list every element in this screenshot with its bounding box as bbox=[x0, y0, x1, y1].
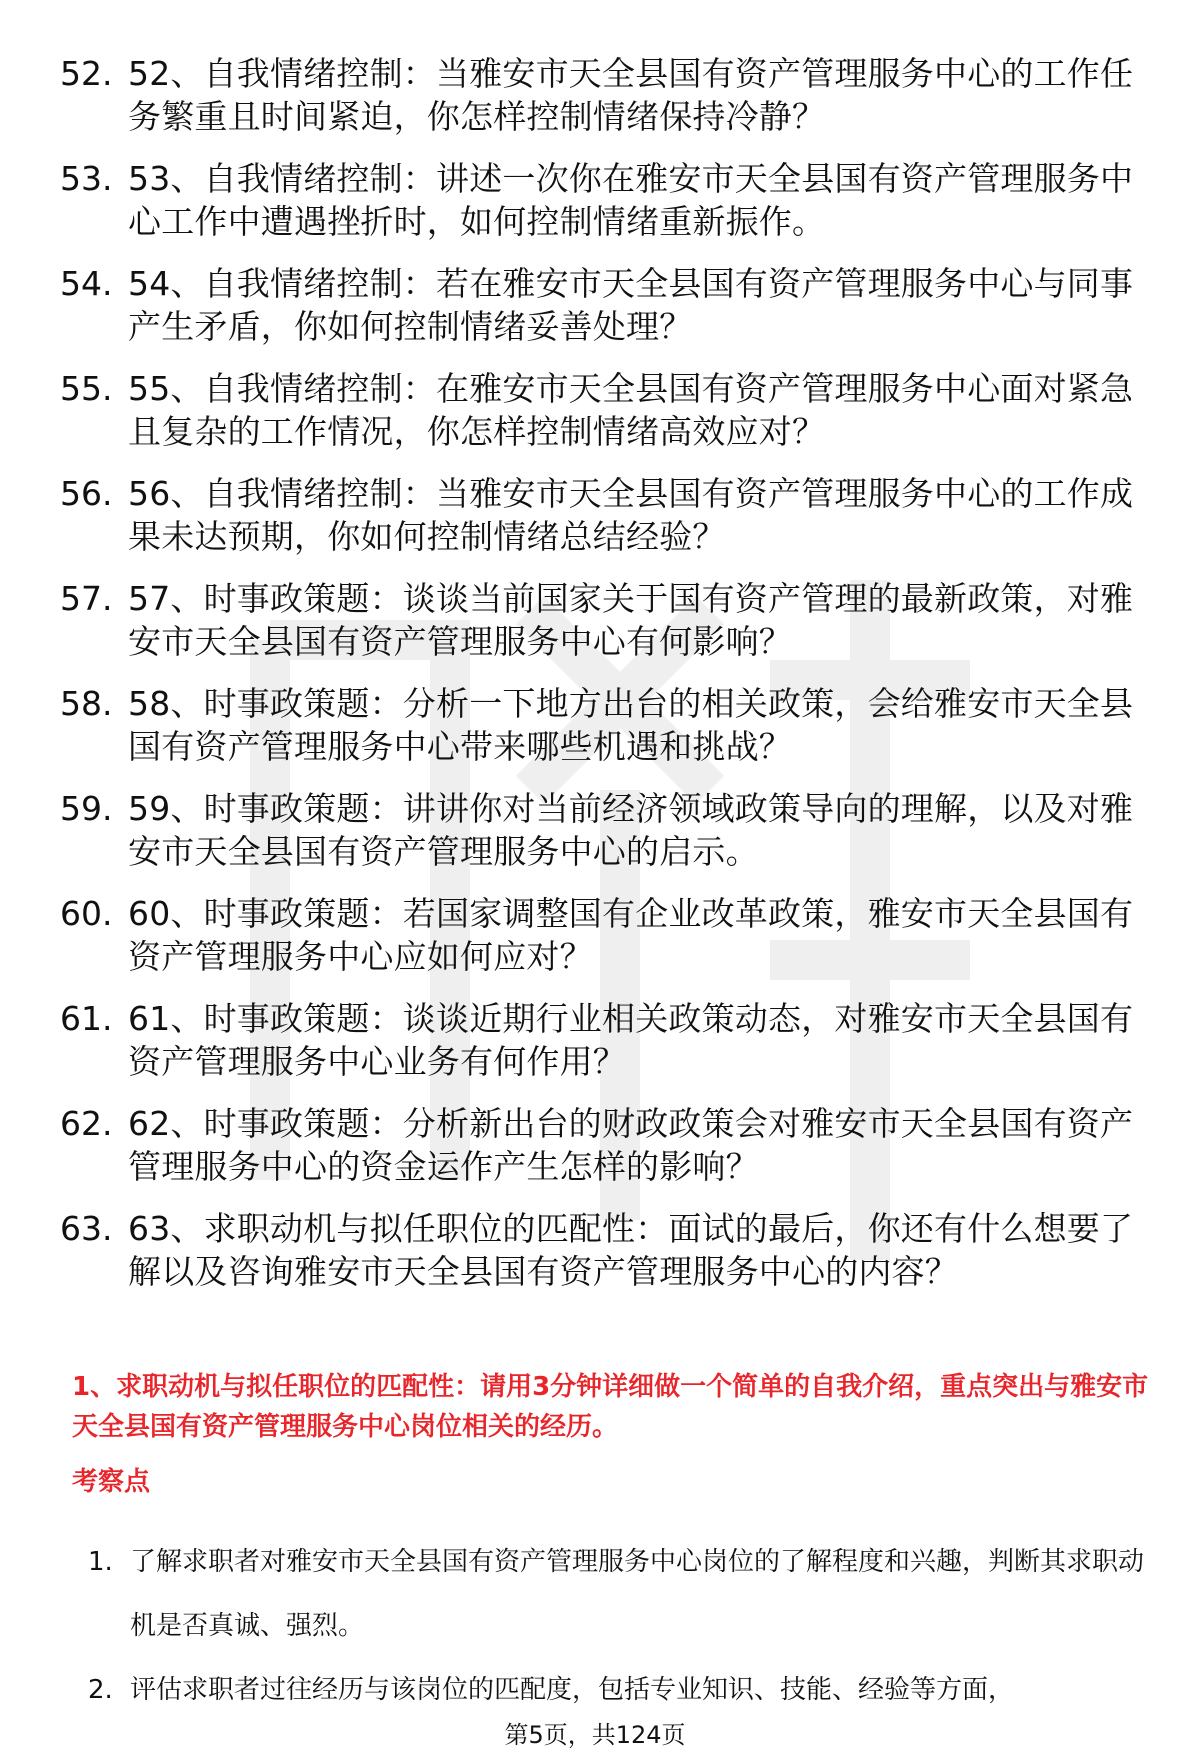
question-item bbox=[60, 1207, 1160, 1293]
assessment-point bbox=[88, 1530, 1160, 1658]
question-text: 59、时事政策题：讲讲你对当前经济领域政策导向的理解，以及对雅安市天全县国有资产管理服务中心的启示。 bbox=[128, 789, 1134, 871]
question-item bbox=[60, 472, 1160, 558]
question-item bbox=[60, 262, 1160, 348]
assessment-points-list bbox=[88, 1530, 1160, 1722]
question-item bbox=[60, 367, 1160, 453]
question-item bbox=[60, 787, 1160, 873]
question-number: 62. bbox=[60, 1104, 113, 1143]
point-text: 评估求职者过往经历与该岗位的匹配度，包括专业知识、技能、经验等方面， bbox=[130, 1675, 1015, 1705]
question-text: 54、自我情绪控制：若在雅安市天全县国有资产管理服务中心与同事产生矛盾，你如何控制情绪妥善处理？ bbox=[128, 264, 1134, 346]
question-number: 63. bbox=[60, 1209, 113, 1248]
question-text: 55、自我情绪控制：在雅安市天全县国有资产管理服务中心面对紧急且复杂的工作情况，你怎样控制情绪高效应对？ bbox=[128, 369, 1134, 451]
assessment-point bbox=[88, 1658, 1160, 1722]
point-number: 2. bbox=[88, 1675, 113, 1705]
question-number: 59. bbox=[60, 789, 113, 828]
question-number: 58. bbox=[60, 684, 113, 723]
question-item bbox=[60, 157, 1160, 243]
page-footer: 第5页，共124页 bbox=[504, 1721, 686, 1749]
question-item bbox=[60, 892, 1160, 978]
question-number: 52. bbox=[60, 54, 113, 93]
question-item bbox=[60, 682, 1160, 768]
assessment-points-title: 考察点 bbox=[72, 1467, 151, 1497]
question-number: 57. bbox=[60, 579, 113, 618]
question-item bbox=[60, 997, 1160, 1083]
question-number: 55. bbox=[60, 369, 113, 408]
question-number: 60. bbox=[60, 894, 113, 933]
question-text: 57、时事政策题：谈谈当前国家关于国有资产管理的最新政策，对雅安市天全县国有资产管理服务中心有何影响？ bbox=[128, 579, 1134, 661]
question-number: 53. bbox=[60, 159, 113, 198]
question-text: 61、时事政策题：谈谈近期行业相关政策动态，对雅安市天全县国有资产管理服务中心业务有何作用？ bbox=[128, 999, 1134, 1081]
question-item bbox=[60, 1102, 1160, 1188]
highlight-question: 1、求职动机与拟任职位的匹配性：请用3分钟详细做一个简单的自我介绍，重点突出与雅安市天全县国有资产管理服务中心岗位相关的经历。 bbox=[72, 1372, 1149, 1442]
question-list bbox=[60, 52, 1160, 1312]
point-number: 1. bbox=[88, 1547, 113, 1577]
question-number: 61. bbox=[60, 999, 113, 1038]
question-text: 58、时事政策题：分析一下地方出台的相关政策，会给雅安市天全县国有资产管理服务中心带来哪些机遇和挑战？ bbox=[128, 684, 1134, 766]
question-text: 56、自我情绪控制：当雅安市天全县国有资产管理服务中心的工作成果未达预期，你如何控制情绪总结经验？ bbox=[128, 474, 1134, 556]
point-text: 了解求职者对雅安市天全县国有资产管理服务中心岗位的了解程度和兴趣，判断其求职动机是否真诚、强烈。 bbox=[130, 1547, 1145, 1641]
question-number: 54. bbox=[60, 264, 113, 303]
question-text: 52、自我情绪控制：当雅安市天全县国有资产管理服务中心的工作任务繁重且时间紧迫，你怎样控制情绪保持冷静？ bbox=[128, 54, 1134, 136]
question-text: 60、时事政策题：若国家调整国有企业改革政策，雅安市天全县国有资产管理服务中心应如何应对？ bbox=[128, 894, 1134, 976]
question-item bbox=[60, 577, 1160, 663]
question-number: 56. bbox=[60, 474, 113, 513]
question-text: 53、自我情绪控制：讲述一次你在雅安市天全县国有资产管理服务中心工作中遭遇挫折时，如何控制情绪重新振作。 bbox=[128, 159, 1134, 241]
question-text: 63、求职动机与拟任职位的匹配性：面试的最后，你还有什么想要了解以及咨询雅安市天全县国有资产管理服务中心的内容？ bbox=[128, 1209, 1134, 1291]
question-text: 62、时事政策题：分析新出台的财政政策会对雅安市天全县国有资产管理服务中心的资金运作产生怎样的影响？ bbox=[128, 1104, 1134, 1186]
question-item bbox=[60, 52, 1160, 138]
